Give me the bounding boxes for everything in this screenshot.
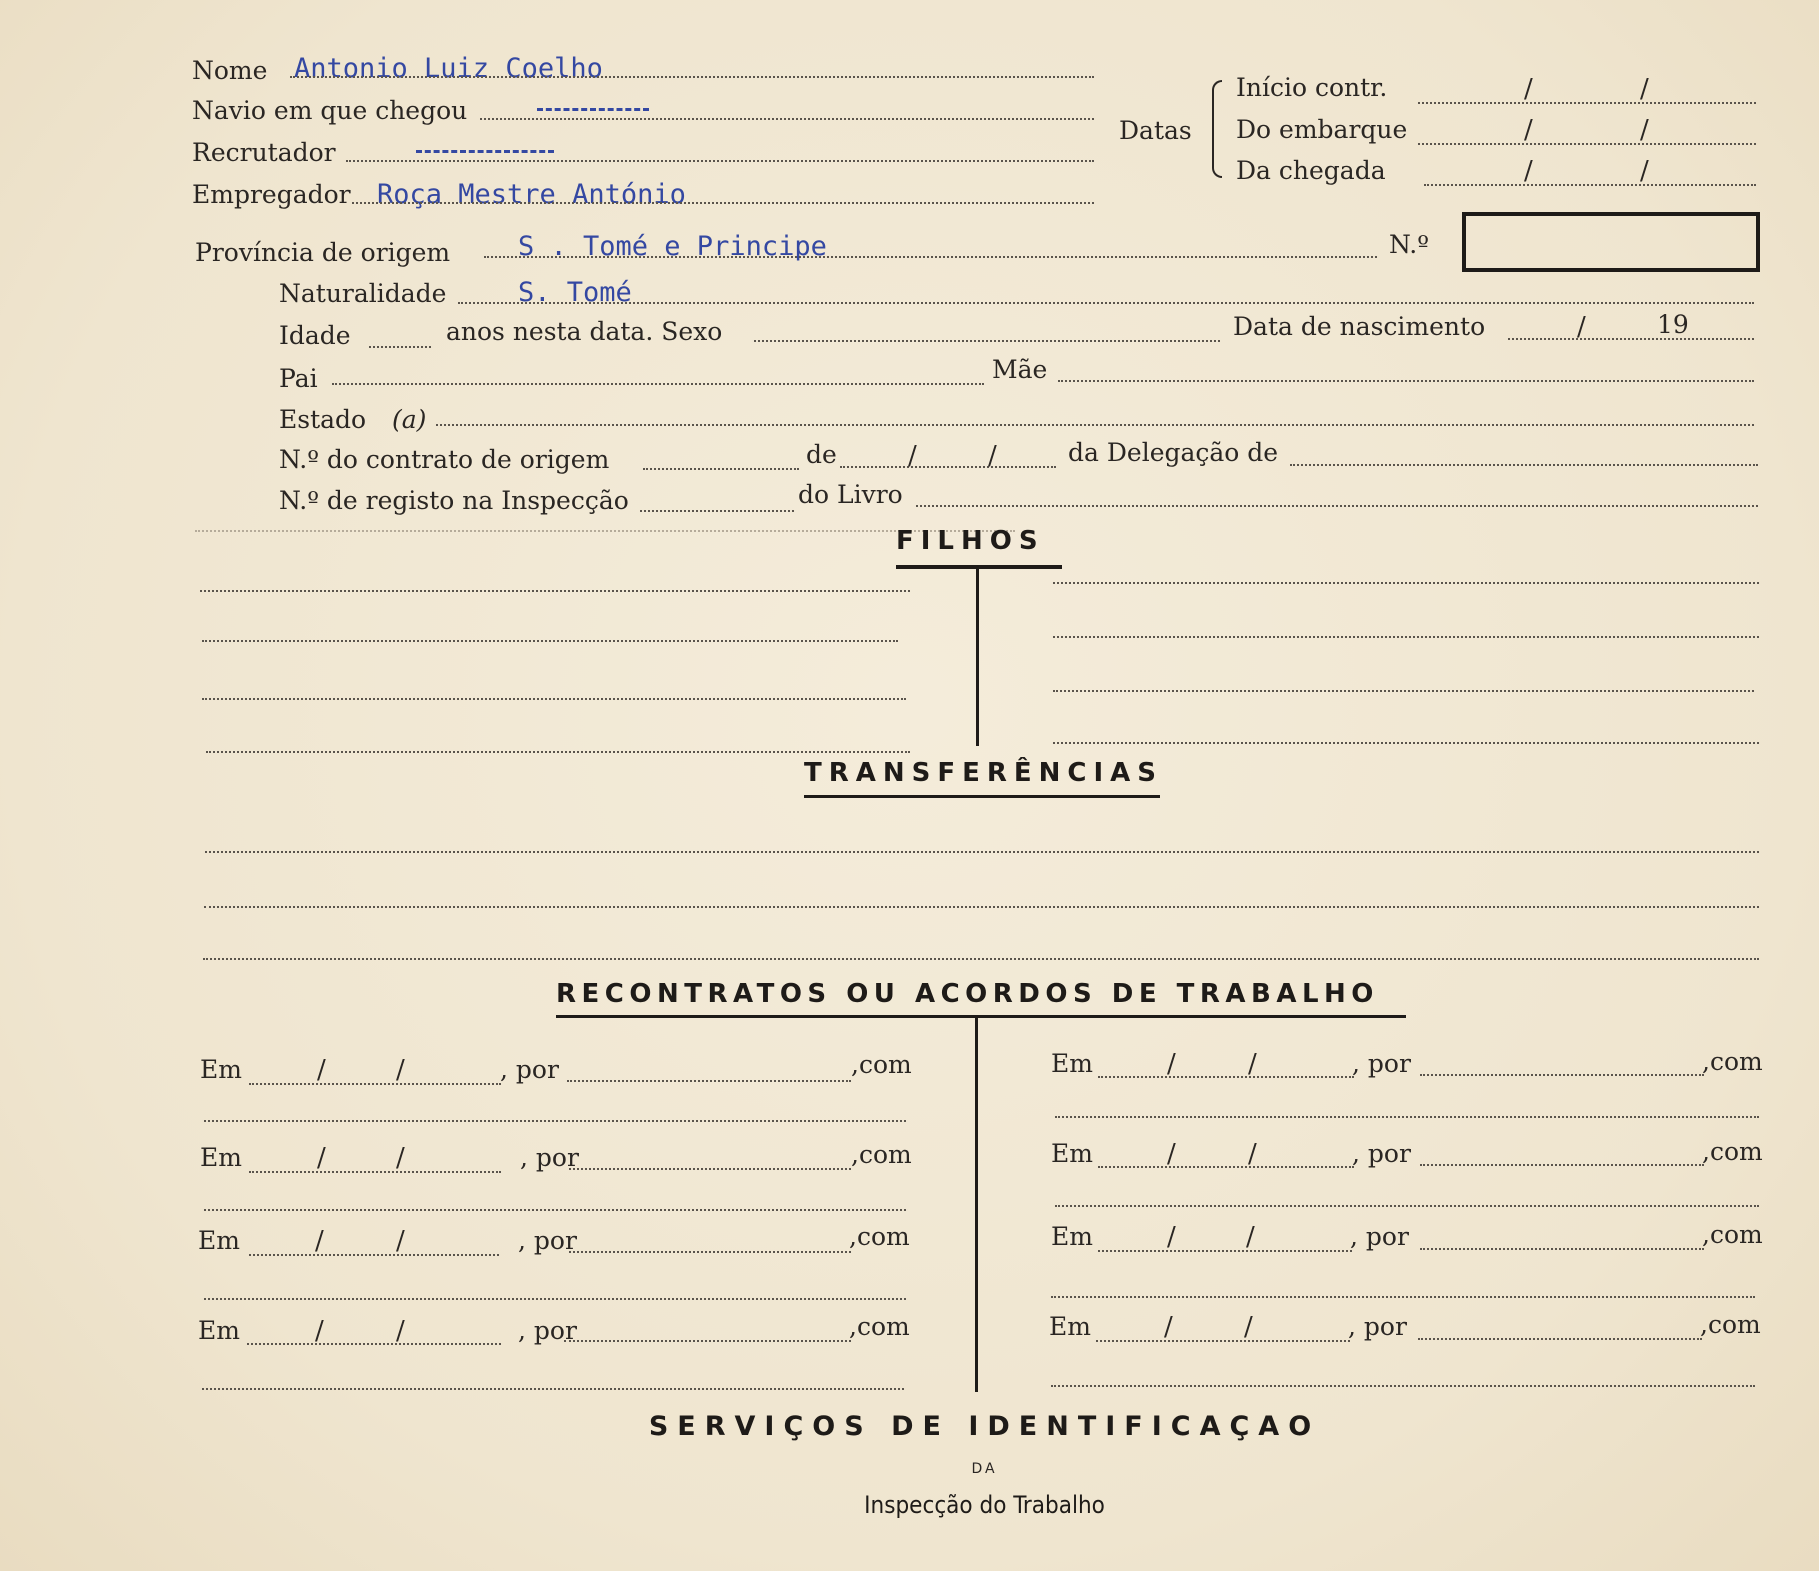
continuation-line <box>204 1120 906 1122</box>
continuation-line <box>204 1209 906 1211</box>
filhos-divider <box>976 567 979 746</box>
recontratos-underline <box>556 1015 1406 1018</box>
date-slash: / <box>1248 1139 1257 1169</box>
contrato-line <box>643 468 799 470</box>
chegada-label: Da chegada <box>1236 156 1386 185</box>
numero-box <box>1462 212 1760 272</box>
por-line <box>569 1168 851 1170</box>
date-line <box>1098 1166 1354 1168</box>
transferencias-heading: TRANSFERÊNCIAS <box>804 758 1164 788</box>
em-label: Em <box>1051 1222 1093 1251</box>
com-label: ,com <box>1702 1220 1763 1249</box>
recontratos-divider <box>975 1017 978 1392</box>
embarque-line <box>1418 143 1756 145</box>
filhos-line <box>202 640 898 642</box>
provincia-label: Província de origem <box>195 238 451 267</box>
transferencias-line <box>205 851 1759 853</box>
footer-subtitle: Inspecção do Trabalho <box>864 1491 1105 1519</box>
date-slash: / <box>396 1316 405 1346</box>
navio-line <box>480 118 1094 120</box>
embarque-label: Do embarque <box>1236 115 1408 144</box>
idade-line <box>369 346 431 348</box>
por-label: , por <box>1352 1139 1411 1168</box>
com-label: ,com <box>851 1050 912 1079</box>
por-label: , por <box>1352 1049 1411 1078</box>
numero-label: N.º <box>1389 230 1429 259</box>
com-label: ,com <box>849 1222 910 1251</box>
date-slash: / <box>1167 1049 1176 1079</box>
date-slash: / <box>396 1143 405 1173</box>
navio-dash-mark <box>537 108 649 111</box>
filhos-line <box>1053 742 1759 744</box>
nome-line <box>290 76 1094 78</box>
date-slash: / <box>1246 1222 1255 1252</box>
provincia-line <box>484 256 1377 258</box>
date-line <box>247 1343 501 1345</box>
contrato-slash-2: / <box>988 441 997 471</box>
continuation-line <box>1055 1116 1759 1118</box>
navio-label: Navio em que chegou <box>192 96 468 125</box>
em-label: Em <box>198 1226 240 1255</box>
por-line <box>1420 1248 1704 1250</box>
chegada-slash-1: / <box>1524 156 1533 186</box>
embarque-slash-1: / <box>1524 115 1533 145</box>
embarque-slash-2: / <box>1640 115 1649 145</box>
nome-value: Antonio Luiz Coelho <box>294 53 603 84</box>
recontratos-heading: RECONTRATOS OU ACORDOS DE TRABALHO <box>556 979 1379 1009</box>
livro-label: do Livro <box>798 480 903 509</box>
transferencias-line <box>204 906 1759 908</box>
livro-line <box>916 505 1758 507</box>
footer-title: SERVIÇOS DE IDENTIFICAÇAO <box>648 1411 1321 1442</box>
por-line <box>1418 1338 1702 1340</box>
transferencias-line <box>203 958 1759 960</box>
por-label: , por <box>520 1143 579 1172</box>
com-label: ,com <box>851 1140 912 1169</box>
recrutador-dash-mark <box>416 150 554 153</box>
com-label: ,com <box>1700 1310 1761 1339</box>
date-slash: / <box>1164 1312 1173 1342</box>
por-line <box>564 1340 851 1342</box>
mae-line <box>1058 380 1754 382</box>
por-label: , por <box>1350 1222 1409 1251</box>
date-line <box>249 1171 501 1173</box>
recrutador-label: Recrutador <box>192 138 336 167</box>
por-label: , por <box>500 1055 559 1084</box>
continuation-line <box>1051 1296 1755 1298</box>
filhos-line <box>1053 636 1759 638</box>
em-label: Em <box>1049 1312 1091 1341</box>
estado-label: Estado <box>279 405 367 434</box>
pai-label: Pai <box>279 364 318 393</box>
inicio-line <box>1418 102 1756 104</box>
registo-label: N.º de registo na Inspecção <box>279 486 629 515</box>
filhos-line <box>200 590 910 592</box>
anos-sexo-label: anos nesta data. Sexo <box>446 317 723 346</box>
naturalidade-line <box>458 302 1754 304</box>
registo-line <box>640 510 794 512</box>
com-label: ,com <box>849 1312 910 1341</box>
filhos-line <box>202 698 906 700</box>
estado-line <box>436 424 1754 426</box>
mae-label: Mãe <box>992 355 1048 384</box>
contrato-slash-1: / <box>908 441 917 471</box>
com-label: ,com <box>1702 1047 1763 1076</box>
empregador-value: Roça Mestre António <box>377 179 686 210</box>
footer-da: DA <box>971 1461 998 1477</box>
pai-line <box>332 383 984 385</box>
datas-bracket <box>1212 80 1222 178</box>
nascimento-line <box>1508 338 1754 340</box>
date-slash: / <box>1244 1312 1253 1342</box>
continuation-line <box>202 1388 904 1390</box>
date-line <box>1096 1340 1350 1342</box>
em-label: Em <box>198 1316 240 1345</box>
nascimento-label: Data de nascimento <box>1233 312 1486 341</box>
date-slash: / <box>315 1316 324 1346</box>
date-slash: / <box>396 1055 405 1085</box>
empregador-label: Empregador <box>192 180 351 209</box>
date-slash: / <box>396 1226 405 1256</box>
date-line <box>1098 1250 1352 1252</box>
datas-label: Datas <box>1119 116 1192 145</box>
em-label: Em <box>200 1055 242 1084</box>
por-line <box>1420 1074 1704 1076</box>
por-line <box>1420 1164 1704 1166</box>
nascimento-year-prefix: 19 <box>1657 310 1689 339</box>
faint-separator <box>195 530 1015 532</box>
empregador-line <box>352 202 1094 204</box>
date-line <box>249 1083 501 1085</box>
transferencias-underline <box>804 795 1160 798</box>
com-label: ,com <box>1702 1137 1763 1166</box>
inicio-slash-2: / <box>1640 74 1649 104</box>
date-slash: / <box>1248 1049 1257 1079</box>
date-slash: / <box>1167 1139 1176 1169</box>
naturalidade-label: Naturalidade <box>279 279 447 308</box>
em-label: Em <box>1051 1049 1093 1078</box>
filhos-line <box>206 751 910 753</box>
date-slash: / <box>315 1226 324 1256</box>
chegada-slash-2: / <box>1640 156 1649 186</box>
date-slash: / <box>317 1143 326 1173</box>
em-label: Em <box>1051 1139 1093 1168</box>
por-label: , por <box>518 1226 577 1255</box>
continuation-line <box>1055 1205 1759 1207</box>
inicio-slash-1: / <box>1524 74 1533 104</box>
continuation-line <box>1051 1385 1755 1387</box>
delegacao-line <box>1290 464 1758 466</box>
nome-label: Nome <box>192 56 268 85</box>
por-label: , por <box>518 1316 577 1345</box>
filhos-line <box>1053 582 1759 584</box>
filhos-heading: FILHOS <box>896 526 1045 556</box>
por-line <box>567 1080 851 1082</box>
contrato-date-line <box>840 466 1056 468</box>
idade-label: Idade <box>279 321 351 350</box>
sexo-line <box>754 340 1220 342</box>
por-label: , por <box>1348 1312 1407 1341</box>
date-line <box>1098 1076 1354 1078</box>
em-label: Em <box>200 1143 242 1172</box>
estado-note: (a) <box>392 405 427 434</box>
contrato-label: N.º do contrato de origem <box>279 445 610 474</box>
delegacao-label: da Delegação de <box>1068 438 1279 467</box>
provincia-value: S . Tomé e Principe <box>518 231 827 262</box>
footer <box>0 1410 1819 1522</box>
date-slash: / <box>317 1055 326 1085</box>
continuation-line <box>204 1298 906 1300</box>
naturalidade-value: S. Tomé <box>518 277 632 308</box>
filhos-underline <box>896 565 1062 569</box>
filhos-line <box>1053 690 1754 692</box>
inicio-label: Início contr. <box>1236 73 1388 102</box>
recrutador-line <box>346 160 1094 162</box>
date-line <box>249 1254 499 1256</box>
chegada-line <box>1424 184 1756 186</box>
date-slash: / <box>1167 1222 1176 1252</box>
por-line <box>569 1251 851 1253</box>
nascimento-slash: / <box>1577 312 1586 342</box>
contrato-de-label: de <box>806 440 837 469</box>
